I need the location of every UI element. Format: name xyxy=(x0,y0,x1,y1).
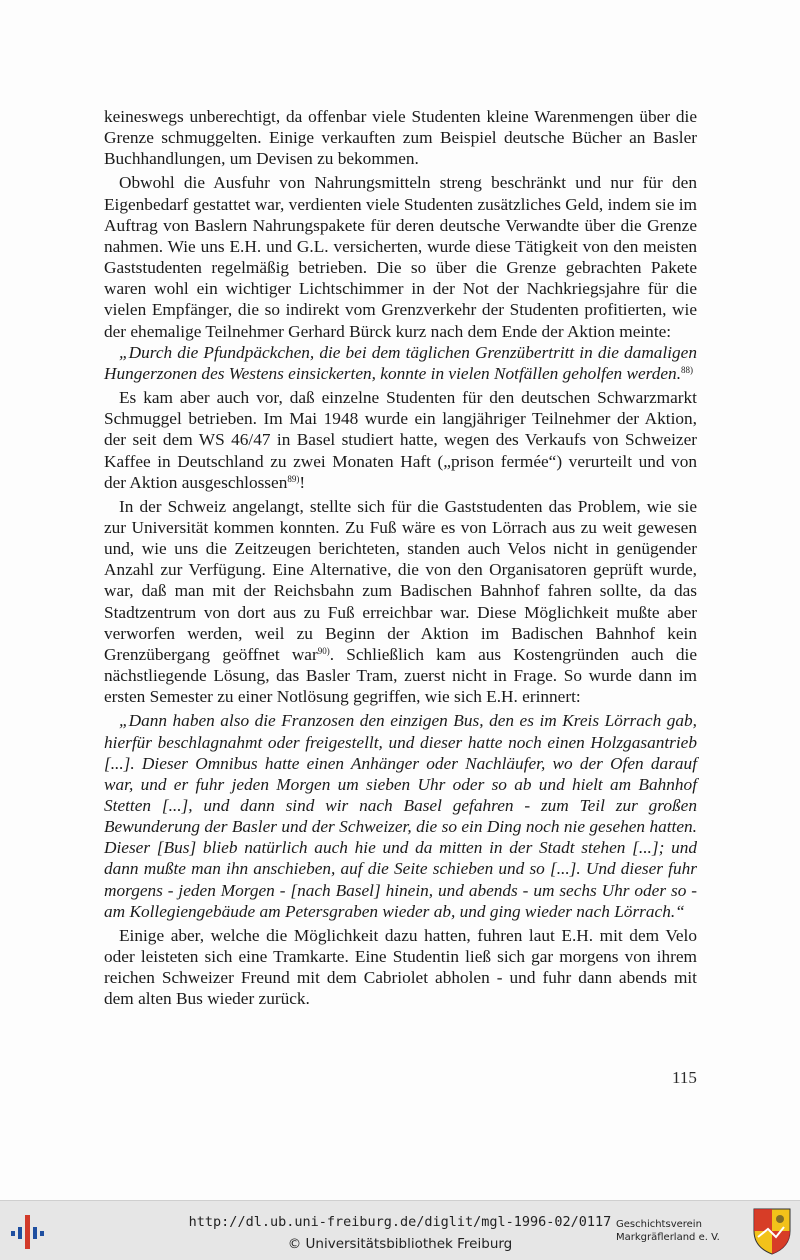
body-text xyxy=(104,106,697,1010)
coat-of-arms-icon xyxy=(752,1207,792,1255)
paragraph: Einige aber, welche die Möglichkeit dazu hatten, fuhren laut E.H. mit dem Velo oder leisteten sich eine Tramkarte. Eine Studentin ließ sich gar morgens von ihrem reichen Schweizer Freund mit dem Cabriolet abholen - und fuhr dann abends mit dem alten Bus wieder zurück. xyxy=(104,925,697,1009)
block-quote xyxy=(104,342,697,384)
footer-url-link[interactable]: http://dl.ub.uni-freiburg.de/diglit/mgl-1996-02/0117 xyxy=(188,1214,612,1230)
paragraph-text: ! xyxy=(299,472,306,492)
footnote-marker: 89) xyxy=(287,473,300,484)
footer-bar xyxy=(0,1200,800,1260)
footnote-marker: 90) xyxy=(317,645,330,656)
paragraph-text: . Schließlich kam aus Kostengründen auch die nächstliegende Lösung, das Basler Tram, zuerst nicht in Frage. So wurde dann im ersten Semester zu einer Notlösung gegriffen, wie sich E.H. erinnert: xyxy=(104,644,697,707)
quote-text: „Durch die Pfundpäckchen, die bei dem täglichen Grenzübertritt in die damaligen Hungerzonen des Westens einsickerten, konnte in vielen Notfällen geholfen werden. xyxy=(104,342,697,383)
society-name xyxy=(616,1218,748,1244)
society-line: Geschichtsverein xyxy=(616,1219,702,1230)
footnote-marker: 88) xyxy=(681,364,694,375)
paragraph: keineswegs unberechtigt, da offenbar viele Studenten kleine Warenmengen über die Grenze schmuggelten. Einige verkauften zum Beispiel deutsche Bücher an Basler Buchhandlungen, um Devisen zu bekommen. xyxy=(104,107,697,169)
society-line: Markgräflerland e. V. xyxy=(616,1232,720,1243)
paragraph-text: In der Schweiz angelangt, stellte sich für die Gaststudenten das Problem, wie sie zur Universität kommen konnten. Zu Fuß wäre es von Lörrach aus zu weit gewesen und, wie uns die Zeitzeugen berichteten, standen auch Velos nicht in genügender Anzahl zur Verfügung. Eine Alternative, die von den Organisatoren geprüft wurde, war, daß man mit der Reichsbahn zum Badischen Bahnhof fahren sollte, da das Stadtzentrum von dort aus zu Fuß erreichbar war. Diese Möglichkeit mußte aber verworfen werden, weil zu Beginn der Aktion im Badischen Bahnhof kein Grenzübergang geöffnet war xyxy=(104,496,697,664)
paragraph xyxy=(104,496,697,708)
paragraph-text: Es kam aber auch vor, daß einzelne Studenten für den deutschen Schwarzmarkt Schmuggel betrieben. Im Mai 1948 wurde ein langjähriger Teilnehmer der Aktion, der seit dem WS 46/47 in Basel studiert hatte, wegen des Verkaufs von Schweizer Kaffee in Deutschland zu zwei Monaten Haft („prison fermée“) verurteilt und von der Aktion ausgeschlossen xyxy=(104,388,697,492)
paragraph: Obwohl die Ausfuhr von Nahrungsmitteln streng beschränkt und nur für den Eigenbedarf gestattet war, verdienten viele Studenten zusätzliches Geld, indem sie im Auftrag von Baslern Nahrungspakete für deren deutsche Verwandte über die Grenze nahmen. Wie uns E.H. und G.L. versicherten, wurde diese Tätigkeit von den meisten Gaststudenten regelmäßig betrieben. Die so über die Grenze gebrachten Pakete waren wohl ein wichtiger Lichtschimmer in der Not der Nachkriegsjahre für die vielen Empfänger, die so indirekt vom Grenzverkehr der Studenten profitierten, wie der ehemalige Teilnehmer Gerhard Bürck kurz nach dem Ende der Aktion meinte: xyxy=(104,173,697,341)
paragraph xyxy=(104,387,697,493)
block-quote: „Dann haben also die Franzosen den einzigen Bus, den es im Kreis Lörrach gab, hierfür beschlagnahmt oder freigestellt, und dieser hatte noch einen Holzgasantrieb [...]. Dieser Omnibus hatte einen Anhänger oder Nachläufer, wo der Ofen darauf war, und er fuhr jeden Morgen um sieben Uhr oder so ab und hielt am Bahnhof Stetten [...], und dann sind wir nach Basel gefahren - zum Teil zur großen Bewunderung der Basler und der Schweizer, die so ein Ding noch nie gesehen hatten. Dieser [Bus] blieb natürlich auch hie und da mitten in der Stadt stehen [...]; und dann mußte man ihn anschieben, auf die Seite schieben und so [...]. Und dieser fuhr morgens - jeden Morgen - [nach Basel] hinein, und abends - um sechs Uhr oder so - am Kollegiengebäude am Petersgraben wieder ab, und ging wieder nach Lörrach.“ xyxy=(104,711,697,921)
footer-copyright: © Universitätsbibliothek Freiburg xyxy=(287,1236,513,1252)
page-number: 115 xyxy=(672,1068,697,1087)
